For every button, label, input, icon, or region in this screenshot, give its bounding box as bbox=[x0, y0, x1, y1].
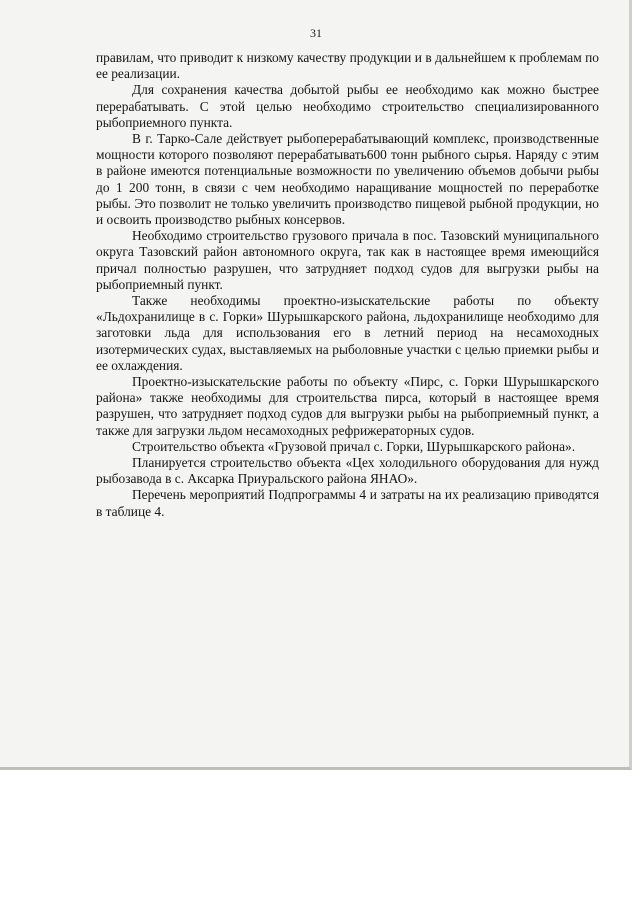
paragraph-refrigeration-shop: Планируется строительство объекта «Цех холодильного оборудования для нужд рыбозавода в с. Аксарка Приуральского района ЯНАО». bbox=[96, 455, 599, 487]
paragraph-cargo-pier: Строительство объекта «Грузовой причал с. Горки, Шурышкарского района». bbox=[132, 438, 576, 454]
paragraph-continuation: правилам, что приводит к низкому качеству продукции и в дальнейшем к проблемам по ее реализации. bbox=[96, 50, 599, 82]
paragraph-tarko-sale-complex: В г. Тарко-Сале действует рыбоперерабатывающий комплекс, производственные мощности которого позволяют перерабатывать600 тонн рыбного сырья. Наряду с этим в районе имеются потенциальные возможности по увеличению объемов добычи рыбы до 1 200 тонн, в связи с чем необходимо наращивание мощностей по переработке рыбы. Это позволит не только увеличить производство пищевой рыбной продукции, но и освоить производство рыбных консервов. bbox=[96, 131, 599, 228]
paragraph-ice-storage: Также необходимы проектно-изыскательские работы по объекту «Льдохранилище в с. Горки» Шурышкарского района, льдохранилище необходимо для заготовки льда для использования его в летний период на несамоходных изотермических судах, выставляемых на рыболовные участки с целью приемки рыбы и ее охлаждения. bbox=[96, 293, 599, 373]
page-number: 31 bbox=[310, 26, 322, 40]
paragraph-fish-quality: Для сохранения качества добытой рыбы ее необходимо как можно быстрее перерабатывать. С этой целью необходимо строительство специализированного рыбоприемного пункта. bbox=[96, 82, 599, 130]
document-body bbox=[96, 50, 599, 520]
paragraph-gorki-pier: Проектно-изыскательские работы по объекту «Пирс, с. Горки Шурышкарского района» также необходимы для строительства пирса, который в настоящее время разрушен, что затрудняет подход судов для выгрузки рыбы на рыбоприемный пункт, а также для загрузки льдом несамоходных рефрижераторных судов. bbox=[96, 374, 599, 438]
paragraph-tazovsky-pier: Необходимо строительство грузового причала в пос. Тазовский муниципального округа Тазовский район автономного округа, так как в настоящее время имеющийся причал полностью разрушен, что затрудняет подход судов для выгрузки рыбы на рыбоприемный пункт. bbox=[96, 228, 599, 292]
paragraph-table-reference: Перечень мероприятий Подпрограммы 4 и затраты на их реализацию приводятся в таблице 4. bbox=[96, 487, 599, 519]
